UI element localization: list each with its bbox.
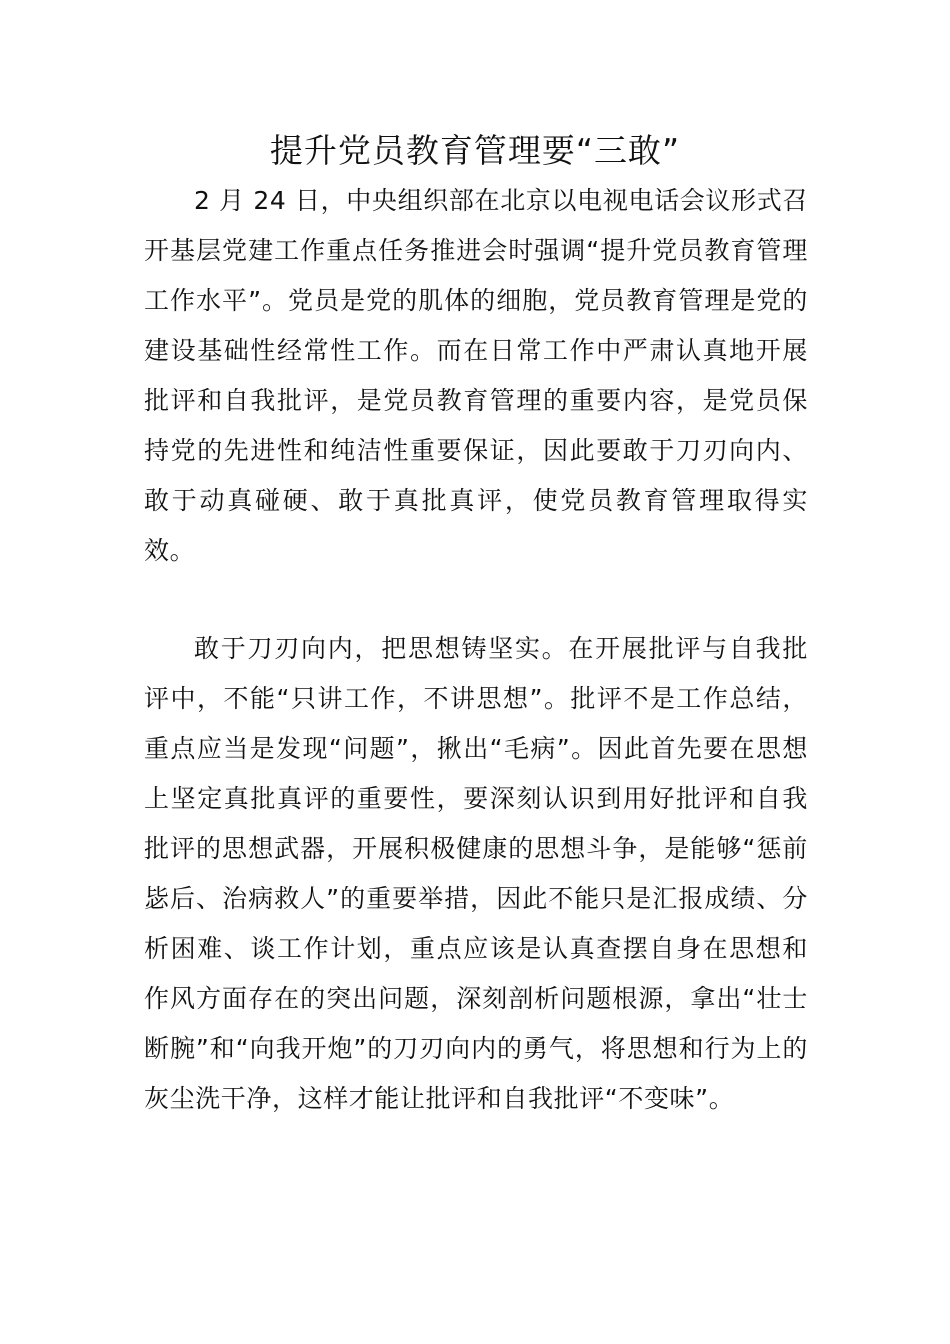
paragraph-intro: 2 月 24 日，中央组织部在北京以电视电话会议形式召开基层党建工作重点任务推进会时强调“提升党员教育管理工作水平”。党员是党的肌体的细胞，党员教育管理是党的建设基础性经常性工作。而在日常工作中严肃认真地开展批评和自我批评，是党员教育管理的重要内容，是党员保持党的先进性和纯洁性重要保证，因此要敢于刀刃向内、敢于动真碰硬、敢于真批真评，使党员教育管理取得实效。	[144, 186, 808, 565]
paragraph-blade-inward: 敢于刀刃向内，把思想铸坚实。在开展批评与自我批评中，不能“只讲工作，不讲思想”。批评不是工作总结，重点应当是发现“问题”，揪出“毛病”。因此首先要在思想上坚定真批真评的重要性，要深刻认识到用好批评和自我批评的思想武器，开展积极健康的思想斗争，是能够“惩前毖后、治病救人”的重要举措，因此不能只是汇报成绩、分析困难、谈工作计划，重点应该是认真查摆自身在思想和作风方面存在的突出问题，深刻剖析问题根源，拿出“壮士断腕”和“向我开炮”的刀刃向内的勇气，将思想和行为上的灰尘洗干净，这样才能让批评和自我批评“不变味”。	[144, 634, 808, 1113]
document-title: 提升党员教育管理要“三敢”	[269, 131, 681, 170]
